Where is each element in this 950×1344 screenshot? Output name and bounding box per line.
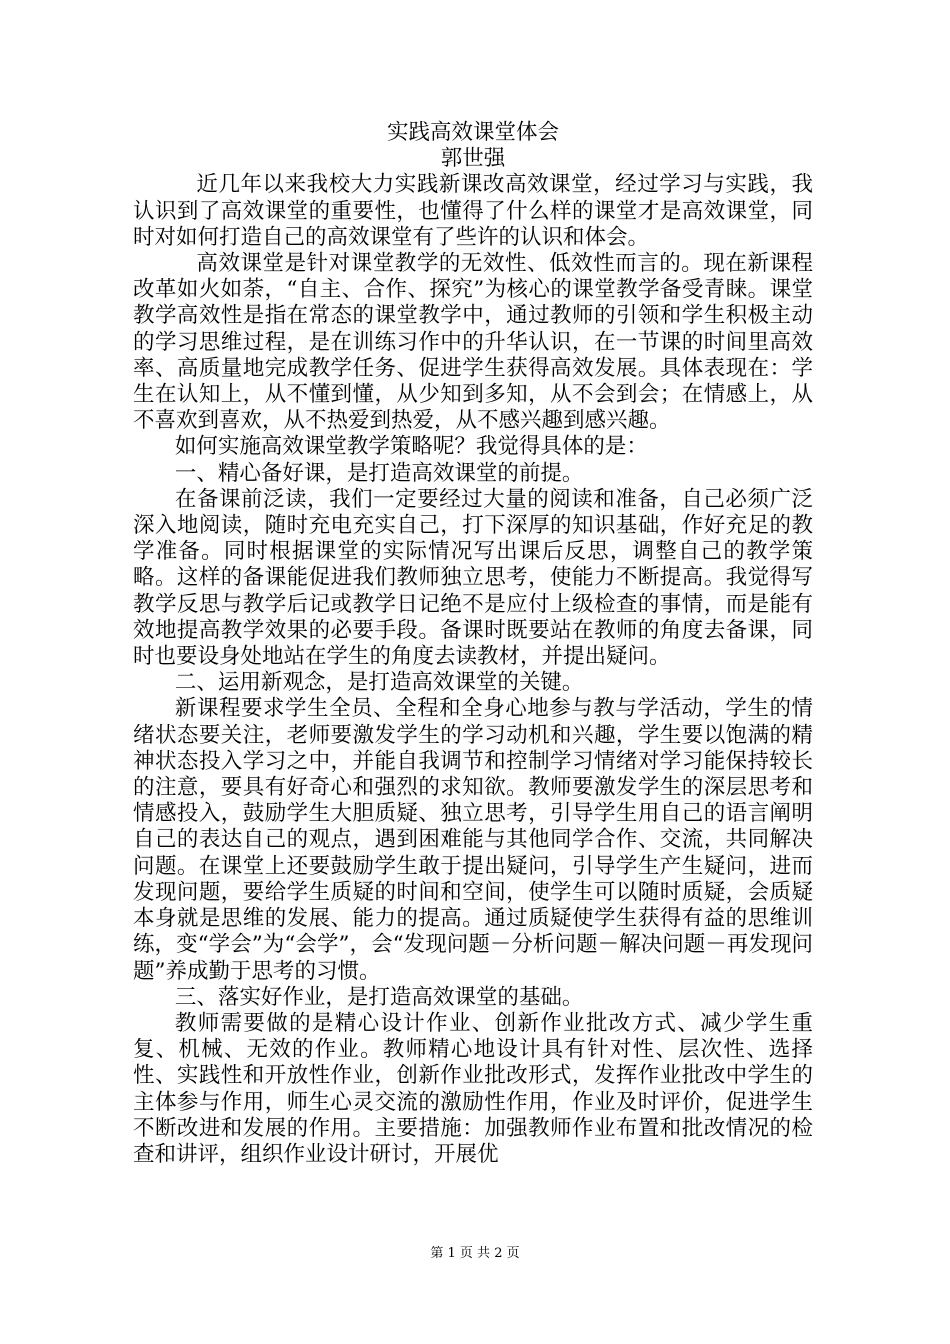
- document-author: 郭世强: [440, 146, 506, 172]
- document-body: [133, 120, 813, 1168]
- section-heading-1: 一、精心备好课，是打造高效课堂的前提。: [174, 460, 584, 486]
- paragraph-section-3: 教师需要做的是精心设计作业、创新作业批改方式、减少学生重复、机械、无效的作业。教师精心地设计具有针对性、层次性、选择性、实践性和开放性作业，创新作业批改形式，发挥作业批改中学生的主体参与作用，师生心灵交流的激励性作用，作业及时评价，促进学生不断改进和发展的作用。主要措施：加强教师作业布置和批改情况的检查和讲评，组织作业设计研讨，开展优: [133, 1010, 813, 1167]
- paragraph-section-2: 新课程要求学生全员、全程和全身心地参与教与学活动，学生的情绪状态要关注，老师要激发学生的学习动机和兴趣，学生要以饱满的精神状态投入学习之中，并能自我调节和控制学习情绪对学习能保持较长的注意，要具有好奇心和强烈的求知欲。教师要激发学生的深层思考和情感投入，鼓励学生大胆质疑、独立思考，引导学生用自己的语言阐明自己的表达自己的观点，遇到困难能与其他同学合作、交流，共同解决问题。在课堂上还要鼓励学生敢于提出疑问，引导学生产生疑问，进而发现问题，要给学生质疑的时间和空间，使学生可以随时质疑，会质疑本身就是思维的发展、能力的提高。通过质疑使学生获得有益的思维训练，变“学会”为“会学”，会“发现问题－分析问题－解决问题－再发现问题”养成勤于思考的习惯。: [133, 696, 813, 984]
- section-heading-3: 三、落实好作业，是打造高效课堂的基础。: [174, 984, 584, 1010]
- paragraph-definition: 高效课堂是针对课堂教学的无效性、低效性而言的。现在新课程改革如火如荼，“自主、合作、探究”为核心的课堂教学备受青睐。课堂教学高效性是指在常态的课堂教学中，通过教师的引领和学生积极主动的学习思维过程，是在训练习作中的升华认识，在一节课的时间里高效率、高质量地完成教学任务、促进学生获得高效发展。具体表现在：学生在认知上，从不懂到懂，从少知到多知，从不会到会；在情感上，从不喜欢到喜欢，从不热爱到热爱，从不感兴趣到感兴趣。: [133, 251, 813, 434]
- paragraph-question: 如何实施高效课堂教学策略呢？我觉得具体的是：: [174, 434, 648, 460]
- paragraph-intro: 近几年以来我校大力实践新课改高效课堂，经过学习与实践，我认识到了高效课堂的重要性，也懂得了什么样的课堂才是高效课堂，同时对如何打造自己的高效课堂有了些许的认识和体会。: [133, 172, 813, 250]
- document-title: 实践高效课堂体会: [386, 120, 559, 145]
- section-heading-2: 二、运用新观念，是打造高效课堂的关键。: [174, 670, 584, 696]
- page-footer: 第 1 页 共 2 页: [430, 1246, 520, 1261]
- paragraph-section-1: 在备课前泛读，我们一定要经过大量的阅读和准备，自己必须广泛深入地阅读，随时充电充实自己，打下深厚的知识基础，作好充足的教学准备。同时根据课堂的实际情况写出课后反思，调整自己的教学策略。这样的备课能促进我们教师独立思考，使能力不断提高。我觉得写教学反思与教学后记或教学日记绝不是应付上级检查的事情，而是能有效地提高教学效果的必要手段。备课时既要站在教师的角度去备课，同时也要设身处地站在学生的角度去读教材，并提出疑问。: [133, 486, 813, 670]
